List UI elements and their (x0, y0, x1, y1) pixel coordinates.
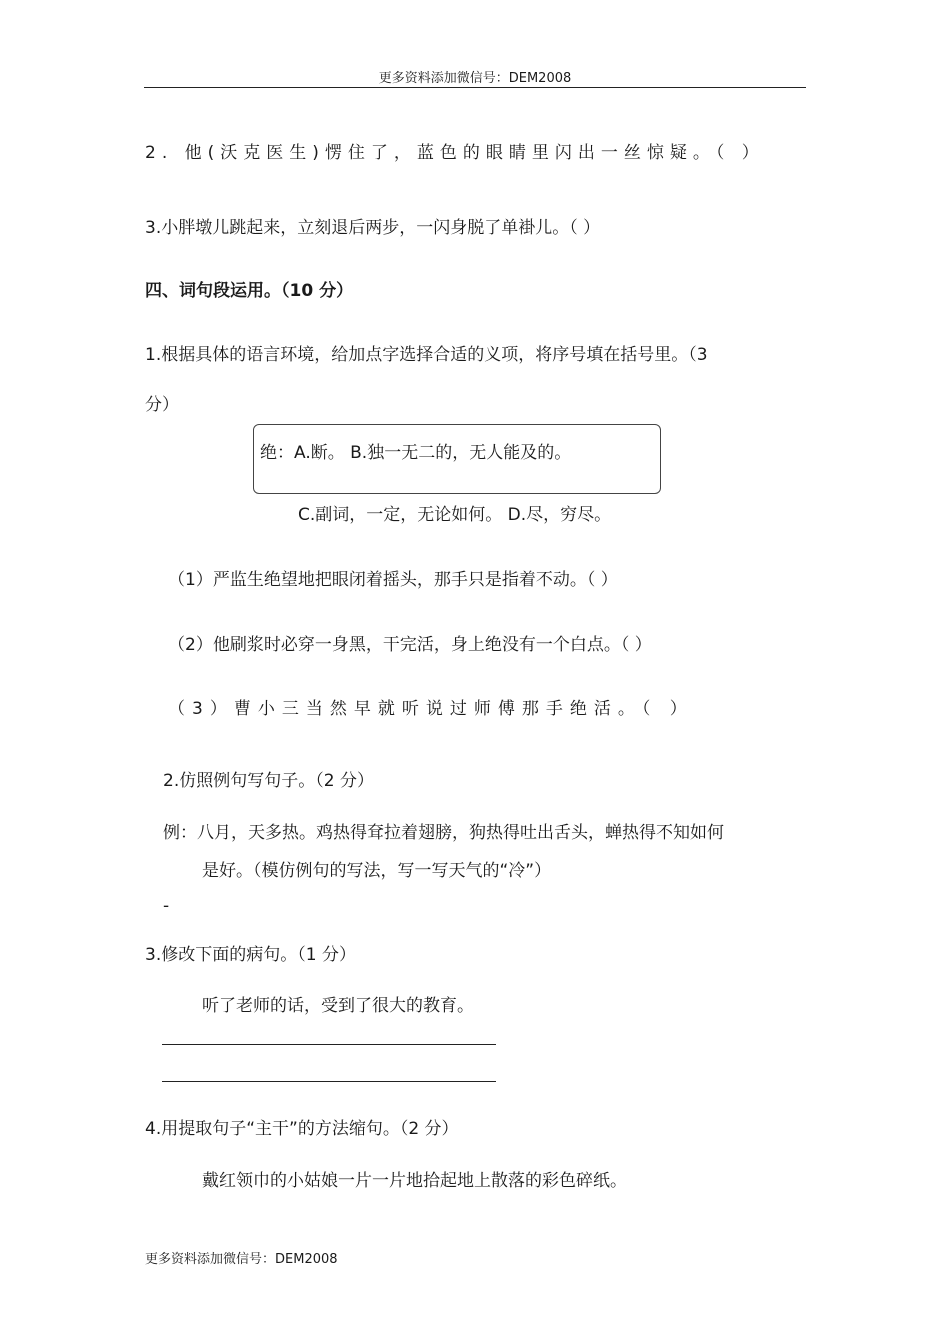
q4-prompt: 4.用提取句子“主干”的方法缩句。（2 分） (145, 1119, 459, 1139)
q2-example-line2: 是好。（模仿例句的写法，写一写天气的“冷”） (202, 861, 552, 881)
q1-item-3: （3）曹小三当然早就听说过师傅那手绝活。（ ） (168, 699, 694, 719)
q2-example-line1: 例：八月，天多热。鸡热得耷拉着翅膀，狗热得吐出舌头，蝉热得不知如何 (163, 823, 724, 843)
q3-prompt: 3.修改下面的病句。（1 分） (145, 945, 356, 965)
question-2-part3: 2. 他(沃克医生)愣住了，蓝色的眼睛里闪出一丝惊疑。（ ） (145, 143, 765, 163)
q1-item-1: （1）严监生绝望地把眼闭着摇头，那手只是指着不动。（ ） (168, 570, 618, 590)
q1-prompt-line2: 分） (145, 395, 179, 415)
answer-line-1 (162, 1044, 496, 1045)
question-3-part3: 3.小胖墩儿跳起来，立刻退后两步，一闪身脱了单褂儿。（ ） (145, 218, 601, 238)
q1-prompt-line1: 1.根据具体的语言环境，给加点字选择合适的义项，将序号填在括号里。（3 (145, 345, 708, 365)
answer-line-2 (162, 1081, 496, 1082)
definition-options-text: C.副词，一定，无论如何。 D.尽，穷尽。 (298, 505, 612, 525)
q3-sick-sentence: 听了老师的话，受到了很大的教育。 (202, 996, 474, 1016)
header-rule (144, 87, 806, 88)
definition-box-text: 绝：A.断。 B.独一无二的，无人能及的。 (260, 443, 572, 463)
q4-sentence: 戴红领巾的小姑娘一片一片地拾起地上散落的彩色碎纸。 (202, 1171, 627, 1191)
page-footer: 更多资料添加微信号：DEM2008 (145, 1252, 338, 1267)
section-heading-4: 四、词句段运用。（10 分） (145, 281, 354, 301)
page-header: 更多资料添加微信号：DEM2008 (378, 71, 572, 86)
q2-answer-dash: - (163, 896, 170, 916)
q2-prompt: 2.仿照例句写句子。（2 分） (163, 771, 374, 791)
q1-item-2: （2）他刷浆时必穿一身黑，干完活，身上绝没有一个白点。（ ） (168, 635, 652, 655)
